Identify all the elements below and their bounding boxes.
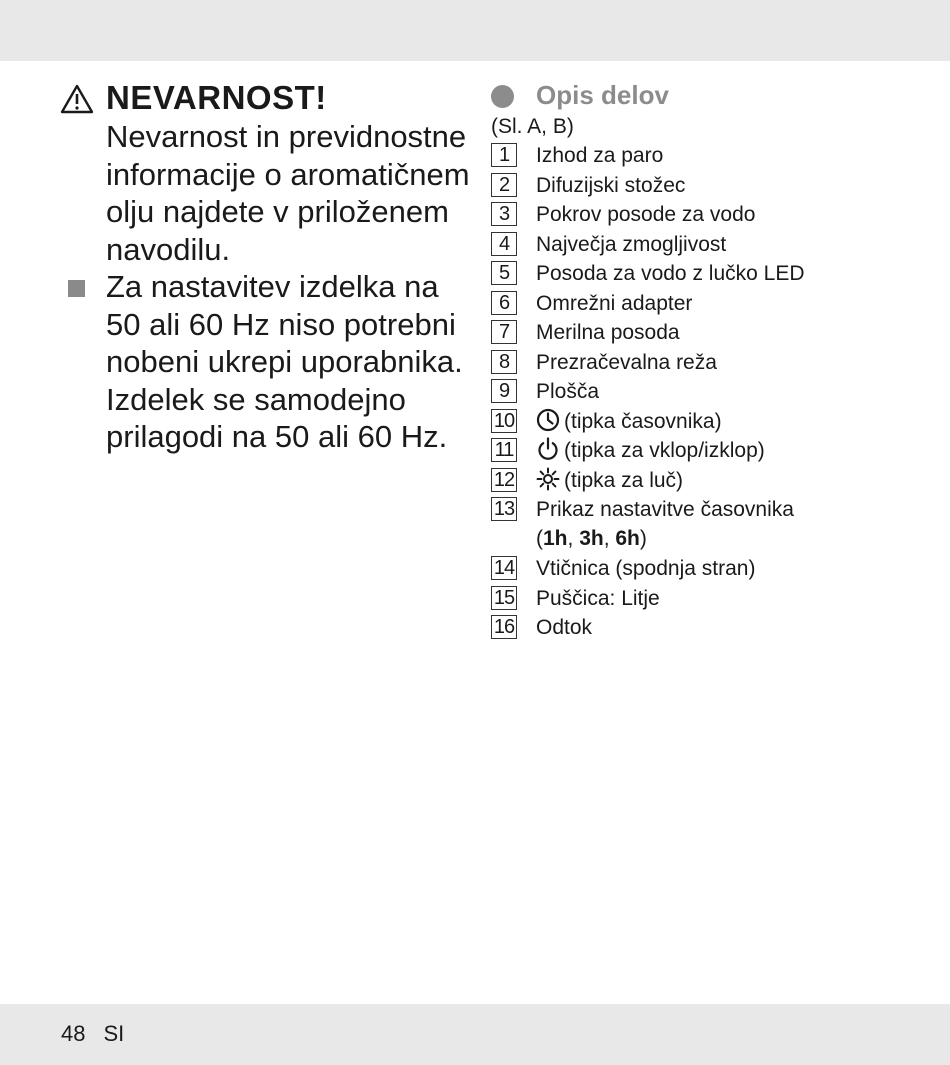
note-line: 50 ali 60 Hz niso potrebni xyxy=(106,306,456,342)
item-number: 16 xyxy=(491,615,517,639)
item-number: 10 xyxy=(491,409,517,433)
list-item xyxy=(491,377,931,407)
item-number: 4 xyxy=(491,232,517,256)
note-line: Izdelek se samodejno xyxy=(106,381,406,417)
bottom-band xyxy=(0,1004,950,1065)
item-label: Izhod za paro xyxy=(536,144,664,167)
danger-text-line: olju najdete v priloženem xyxy=(106,194,449,229)
item-number: 13 xyxy=(491,497,517,521)
item-label: (tipka za vklop/izklop) xyxy=(564,439,765,462)
frequency-note-text xyxy=(106,268,470,456)
item-number: 15 xyxy=(491,586,517,610)
parts-description xyxy=(491,78,931,643)
list-item xyxy=(491,200,931,230)
clock-icon xyxy=(536,408,560,432)
list-item xyxy=(491,407,931,437)
note-line: nobeni ukrepi uporabnika. xyxy=(106,344,463,379)
gray-dot-icon xyxy=(491,85,514,108)
item-label: (tipka časovnika) xyxy=(564,409,722,433)
section-heading-row xyxy=(491,78,931,112)
language-code: SI xyxy=(103,1021,125,1046)
item-label: Difuzijski stožec xyxy=(536,173,686,197)
item-label: Prezračevalna reža xyxy=(536,350,717,374)
item-label: Pokrov posode za vodo xyxy=(536,203,756,226)
item-label: Največja zmogljivost xyxy=(536,232,727,256)
item-label: Prikaz nastavitve časovnika xyxy=(536,498,794,521)
power-icon xyxy=(536,437,560,461)
item-number: 5 xyxy=(491,261,517,285)
list-item xyxy=(491,259,931,289)
list-item xyxy=(491,348,931,378)
list-item xyxy=(491,436,931,466)
item-number: 14 xyxy=(491,556,517,580)
item-label: Posoda za vodo z lučko LED xyxy=(536,262,805,285)
frequency-note xyxy=(60,268,470,456)
note-line: prilagodi na 50 ali 60 Hz. xyxy=(106,419,448,454)
list-item xyxy=(491,613,931,643)
list-item xyxy=(491,584,931,614)
timer-option: 6h xyxy=(615,527,640,550)
warning-triangle-icon xyxy=(60,84,94,114)
list-item xyxy=(491,141,931,171)
timer-options: (1h, 3h, 6h) xyxy=(536,527,647,550)
danger-text-line: informacije o aromatičnem xyxy=(106,156,470,192)
item-number: 9 xyxy=(491,379,517,403)
item-label: Odtok xyxy=(536,616,593,639)
item-number: 7 xyxy=(491,320,517,344)
list-item xyxy=(491,554,931,584)
danger-text xyxy=(106,118,470,268)
parts-list xyxy=(491,141,931,643)
danger-title: NEVARNOST! xyxy=(106,79,327,116)
item-number: 3 xyxy=(491,202,517,226)
note-line: Za nastavitev izdelka na xyxy=(106,269,439,304)
list-item xyxy=(491,289,931,319)
page-footer xyxy=(61,1021,124,1047)
item-number: 8 xyxy=(491,350,517,374)
danger-notice xyxy=(60,78,470,268)
figure-reference: (Sl. A, B) xyxy=(491,115,574,138)
top-band xyxy=(0,0,950,61)
item-label: Omrežni adapter xyxy=(536,291,693,315)
item-label: Puščica: Litje xyxy=(536,586,660,610)
list-item xyxy=(491,171,931,201)
item-label: (tipka za luč) xyxy=(564,468,684,492)
item-number: 6 xyxy=(491,291,517,315)
section-heading: Opis delov xyxy=(536,80,669,110)
left-column xyxy=(60,78,470,456)
list-item xyxy=(491,495,931,554)
danger-text-line: navodilu. xyxy=(106,231,231,267)
list-item xyxy=(491,466,931,496)
item-label: Merilna posoda xyxy=(536,321,680,344)
timer-option: 1h xyxy=(543,527,568,550)
page-number: 48 xyxy=(61,1021,86,1046)
list-item xyxy=(491,318,931,348)
item-label: Plošča xyxy=(536,380,600,403)
sun-icon xyxy=(536,467,560,491)
item-number: 11 xyxy=(491,438,517,462)
square-bullet-icon xyxy=(68,280,85,297)
item-number: 1 xyxy=(491,143,517,167)
item-label: Vtičnica (spodnja stran) xyxy=(536,557,756,580)
danger-text-line: Nevarnost in previdnostne xyxy=(106,119,467,154)
item-number: 2 xyxy=(491,173,517,197)
timer-option: 3h xyxy=(579,527,604,550)
list-item xyxy=(491,230,931,260)
item-number: 12 xyxy=(491,468,517,492)
